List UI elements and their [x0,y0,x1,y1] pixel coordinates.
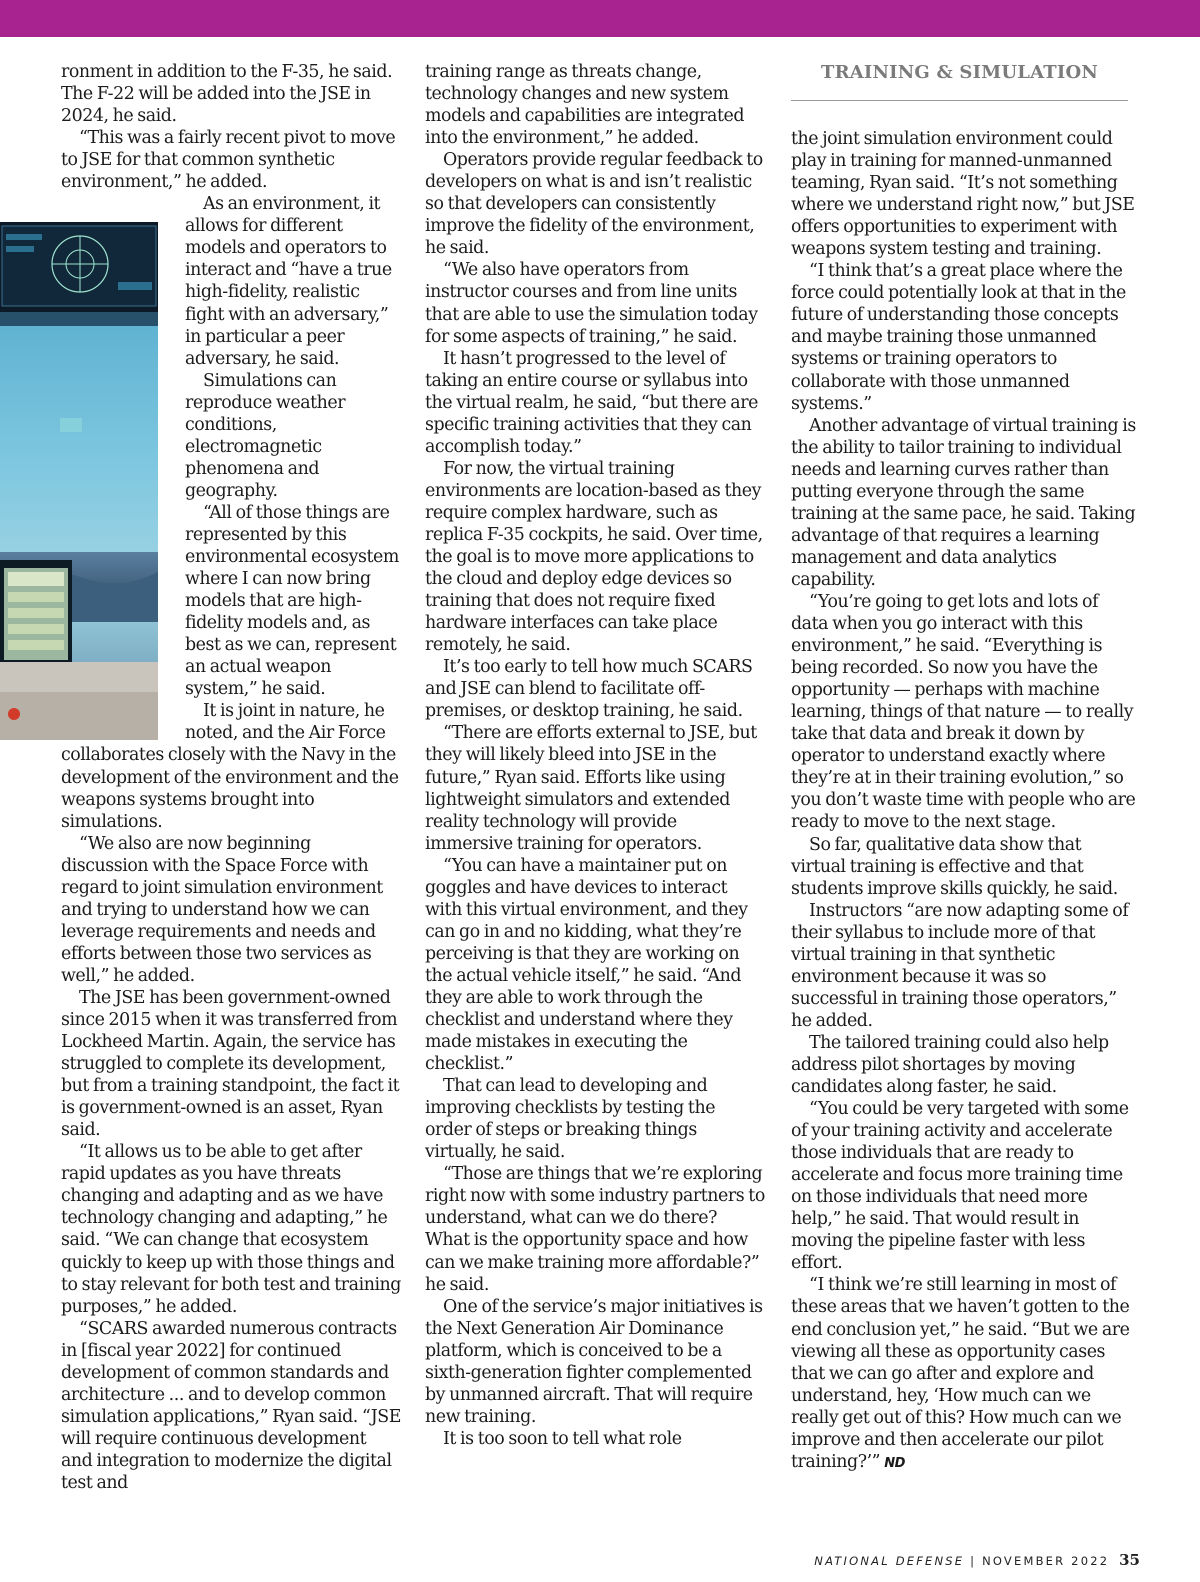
paragraph: “You can have a maintainer put on goggles and have devices to interact with this virtual environment, and they can go in and no kidding, what they’re perceiving is that they are working on the actual vehicle itself,” he said. “And they are able to work through the checklist and understand where they made mistakes in executing the checklist.” [425,855,748,1075]
paragraph: “SCARS awarded numerous contracts in [fiscal year 2022] for continued development of common standards and architecture ... and to develop common simulation applications,” Ryan said. “JSE will require continuous development and integration to modernize the digital test and [61,1318,401,1493]
paragraph: Instructors “are now adapting some of their syllabus to include more of that virtual training in that synthetic environment because it was so successful in training those operators,” he added. [791,900,1129,1031]
paragraph: the joint simulation environment could play in training for manned-unmanned teaming, Ryan said. “It’s not something where we understand right now,” but JSE offers opportunities to experiment with weapons system testing and training. [791,129,1135,260]
paragraph: So far, qualitative data show that virtual training is effective and that students improve skills quickly, he said. [791,834,1118,899]
paragraph: “There are efforts external to JSE, but they will likely bleed into JSE in the future,” Ryan said. Efforts like using lightweight simulators and extended reality technology will provide immersive training for operators. [425,723,757,854]
paragraph: The tailored training could also help address pilot shortages by moving candidates along faster, he said. [791,1032,1109,1098]
paragraph: “All of those things are represented by this environmental ecosystem where I can now bring models that are high-fidelity models and, as best as we can, represent an actual weapon system,” he said. [185,502,399,700]
paragraph: ronment in addition to the F-35, he said. The F-22 will be added into the JSE in 2024, he said. [61,62,393,127]
paragraph: “Those are things that we’re exploring right now with some industry partners to understand, what can we do there? What is the opportunity space and how can we make training more affordable?” he said. [425,1164,765,1295]
paragraph: It is too soon to tell what role [443,1428,682,1449]
publication-name: NATIONAL DEFENSE [814,1554,965,1568]
paragraph: That can lead to developing and improving checklists by testing the order of steps or breaking things virtually, he said. [425,1076,716,1163]
paragraph: It’s too early to tell how much SCARS and JSE can blend to facilitate off-premises, or desktop training, he said. [425,657,753,722]
footer-separator: | [970,1554,977,1568]
paragraph: Operators provide regular feedback to developers on what is and isn’t realistic so that developers can consistently improve the fidelity of the environment, he said. [425,150,763,259]
end-mark: ND [884,1455,905,1471]
paragraph: As an environment, it allows for different models and operators to interact and “have a true high-fidelity, realistic fight with an adversary,” in particular a peer adversary, he said. [185,194,392,369]
paragraph: “I think that’s a great place where the force could potentially look at that in the future of understanding those concepts and maybe training those unmanned systems or training operators to collaborate with those unmanned systems.” [791,261,1126,414]
paragraph: It hasn’t progressed to the level of taking an entire course or syllabus into the virtual realm, he said, “but there are specific training activities that they can accomplish today.” [425,348,758,457]
paragraph: training range as threats change, technology changes and new system models and capabilities are integrated into the environment,” he added. [425,62,745,149]
paragraph: “You could be very targeted with some of your training activity and accelerate those individuals that are ready to accelerate and focus more training time on those individuals that need more help,” he said. That would result in moving the pipeline faster with less effort. [791,1099,1129,1274]
page-footer [814,1551,1140,1569]
paragraph: “It allows us to be able to get after rapid updates as you have threats changing and adapting and as we have technology changing and adapting,” he said. “We can change that ecosystem quickly to keep up with those things and to stay relevant for both test and training purposes,” he added. [61,1142,401,1317]
section-label: TRAINING & SIMULATION [820,62,1099,83]
paragraph: The JSE has been government-owned since 2015 when it was transferred from Lockheed Martin. Again, the service has struggled to complete its development, but from a training standpoint, the fact it is government-owned is an asset, Ryan said. [61,987,400,1141]
paragraph: For now, the virtual training environments are location-based as they require complex hardware, such as replica F-35 cockpits, he said. Over time, the goal is to move more applications to the cloud and deploy edge devices so training that does not require fixed hardware interfaces can take place remotely, he said. [425,458,763,656]
section-header [791,62,1128,101]
page-number: 35 [1119,1551,1140,1569]
paragraph: “This was a fairly recent pivot to move to JSE for that common synthetic environment,” he added. [61,128,396,193]
issue-date: NOVEMBER 2022 [982,1554,1110,1568]
paragraph: “You’re going to get lots and lots of data when you go interact with this environment,” he said. “Everything is being recorded. So now you have the opportunity — perhaps with machine learning, things of that nature — to really take that data and break it down by operator to understand exactly where they’re at in their training evolution,” so you don’t waste time with people who are ready to move to the next stage. [791,591,1136,833]
paragraph: “We also have operators from instructor courses and from line units that are able to use the simulation today for some aspects of training,” he said. [425,260,758,347]
article-column-3 [791,128,1136,1475]
simulator-photo [0,222,158,740]
header-color-bar [0,0,1200,37]
paragraph: Simulations can reproduce weather conditions, electromagnetic phenomena and geography. [185,370,346,501]
paragraph: It is joint in nature, he noted, and the Air Force collaborates closely with the Navy in the development of the environment and the weapons systems brought into simulations. [61,701,399,832]
paragraph-text: “I think we’re still learning in most of these areas that we haven’t gotten to the end conclusion yet,” he said. “But we are viewing all these as opportunity cases that we can go after and explore and understand, hey, ‘How much can we really get out of this? How much can we improve and then accelerate our pilot training?’” [791,1275,1130,1472]
paragraph: “We also are now beginning discussion with the Space Force with regard to joint simulation environment and trying to understand how we can leverage requirements and needs and efforts between those two services as well,” he added. [61,833,383,986]
paragraph: One of the service’s major initiatives is the Next Generation Air Dominance platform, which is conceived to be a sixth-generation fighter complemented by unmanned aircraft. That will require new training. [425,1296,763,1427]
paragraph: Another advantage of virtual training is the ability to tailor training to individual needs and learning curves rather than putting everyone through the same training at the same pace, he said. Taking advantage of that requires a learning management and data analytics capability. [791,415,1136,590]
paragraph [791,1274,1136,1474]
article-column-2 [425,61,765,1450]
